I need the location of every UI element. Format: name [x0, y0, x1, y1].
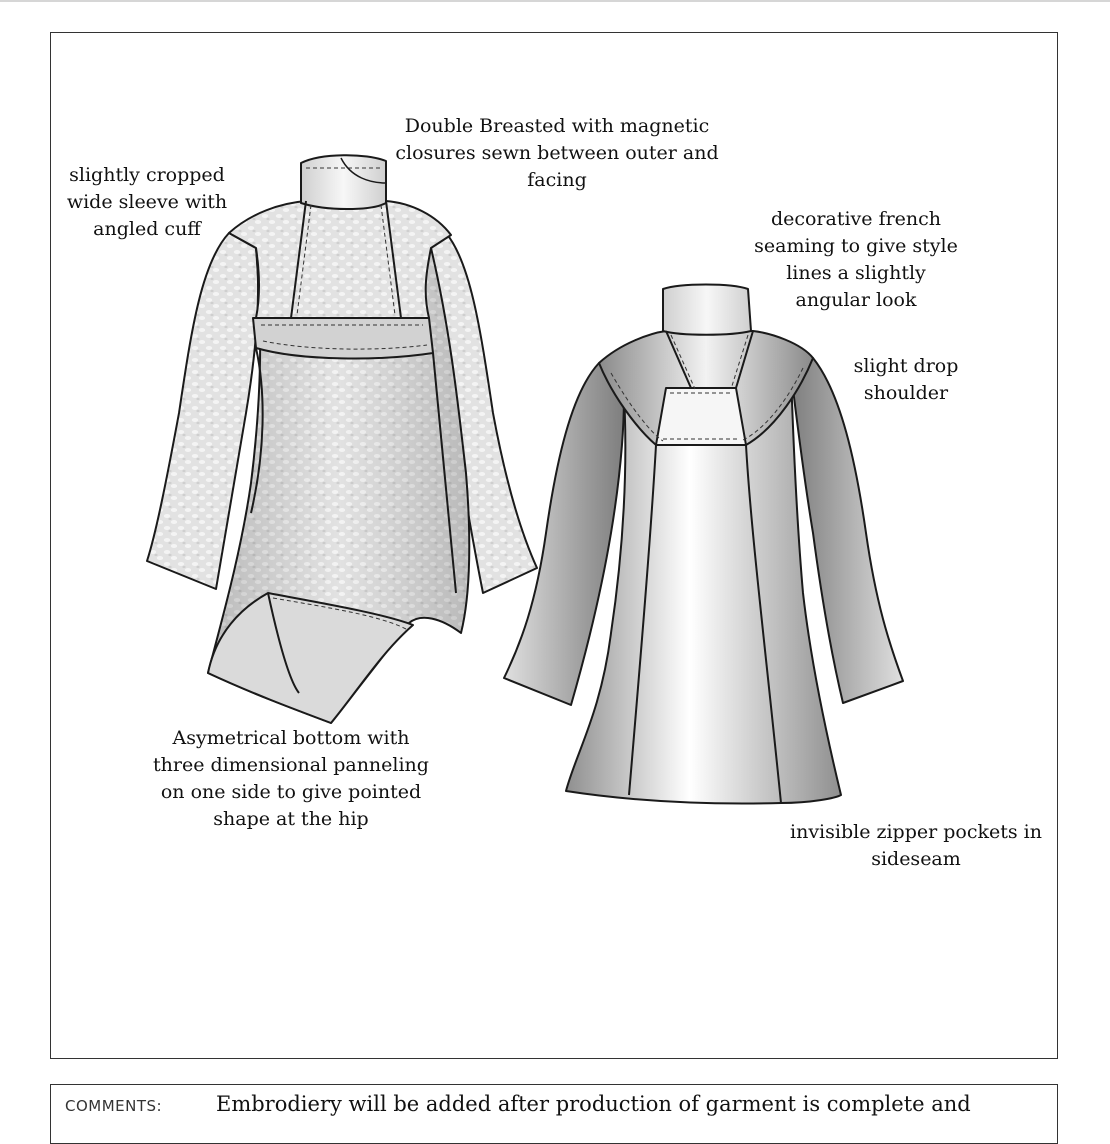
annotation-line: slight drop [853, 355, 959, 377]
top-divider [0, 0, 1110, 2]
front-bust-band [253, 318, 433, 358]
annotation-line: on one side to give pointed [160, 781, 422, 803]
flat-sketch-frame [50, 32, 1058, 1059]
annotation-line: closures sewn between outer and [395, 142, 719, 164]
annotation-line: wide sleeve with [66, 191, 228, 213]
annotation-sleeve [57, 162, 237, 243]
annotation-line: lines a slightly [786, 262, 926, 284]
back-yoke-window [656, 388, 746, 445]
comments-label: COMMENTS: [65, 1097, 163, 1115]
annotation-pockets [771, 819, 1061, 873]
annotation-line: angled cuff [93, 218, 201, 240]
front-yoke [229, 201, 451, 318]
annotation-seaming [731, 206, 981, 314]
comments-box [50, 1084, 1058, 1144]
annotation-bottom [131, 725, 451, 833]
annotation-line: angular look [795, 289, 917, 311]
comments-text: Embrodiery will be added after production of garment is complete and [216, 1092, 971, 1116]
annotation-line: shape at the hip [213, 808, 369, 830]
annotation-line: seaming to give style [754, 235, 958, 257]
annotation-line: facing [527, 169, 587, 191]
annotation-line: invisible zipper pockets in [790, 821, 1042, 843]
annotation-line: Double Breasted with magnetic [404, 115, 710, 137]
annotation-line: decorative french [770, 208, 942, 230]
annotation-line: shoulder [863, 382, 949, 404]
annotation-line: Asymetrical bottom with [172, 727, 410, 749]
annotation-closure [377, 113, 737, 194]
annotation-shoulder [836, 353, 976, 407]
annotation-line: three dimensional panneling [153, 754, 429, 776]
annotation-line: slightly cropped [69, 164, 225, 186]
annotation-line: sideseam [871, 848, 961, 870]
